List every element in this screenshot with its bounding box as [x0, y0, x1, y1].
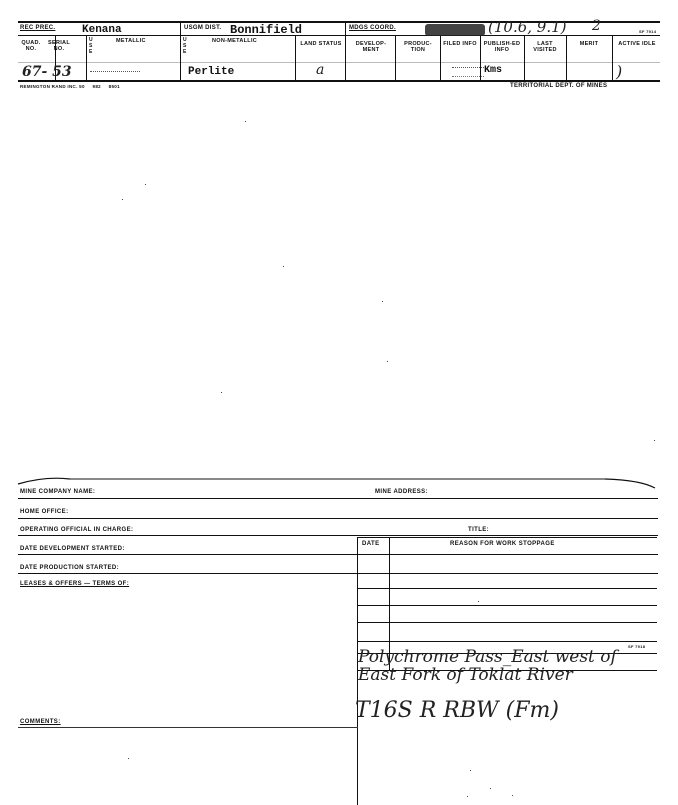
production-header: PRODUC-TION	[404, 41, 432, 53]
scan-speck	[478, 601, 479, 602]
scan-speck	[283, 266, 284, 267]
serial-no-header: SERIAL NO.	[48, 40, 70, 52]
card-mark: 2	[592, 18, 601, 34]
handwritten-note-line2: East Fork of Toklat River	[358, 665, 573, 685]
scan-speck	[654, 440, 655, 441]
card-sep	[566, 36, 567, 81]
rule-date-development	[18, 554, 658, 555]
metallic-use-letters: U S E	[89, 37, 93, 55]
mdgs-coord-scribble	[425, 24, 485, 36]
card-bottom-rule	[18, 80, 660, 82]
rule-mine-company	[18, 498, 658, 499]
home-office-label: HOME OFFICE:	[20, 509, 69, 515]
form-number-top: SF 7914	[639, 29, 657, 34]
card-sep	[295, 36, 296, 81]
reason-row-rule	[357, 605, 657, 606]
nonmetallic-use-letters: U S E	[183, 37, 187, 55]
development-header: DEVELOP-MENT	[355, 41, 387, 53]
scan-speck	[382, 301, 383, 302]
handwritten-note-line3: T16S R RBW (Fm)	[355, 698, 559, 723]
metallic-scribble	[90, 71, 140, 74]
rule-home-office	[18, 518, 658, 519]
metallic-header: METALLIC	[116, 38, 146, 44]
card-sep	[440, 36, 441, 81]
scan-speck	[245, 121, 246, 122]
published-info-header: PUBLISH-ED INFO	[483, 41, 521, 53]
rule-comments	[18, 727, 358, 728]
card-sep	[612, 36, 613, 81]
land-status-value: a	[316, 62, 325, 78]
mine-info-form	[0, 470, 678, 805]
filed-info-header: FILED INFO	[443, 41, 477, 47]
date-development-label: DATE DEVELOPMENT STARTED:	[20, 546, 125, 552]
scan-speck	[470, 770, 471, 771]
card-sep	[345, 21, 346, 81]
land-status-header: LAND STATUS	[300, 41, 342, 47]
rule-operating-official	[18, 535, 658, 536]
form-top-curve	[0, 470, 678, 490]
scan-speck	[490, 788, 491, 789]
date-production-label: DATE PRODUCTION STARTED:	[20, 565, 120, 571]
rec-prec-label: REC PREC.	[20, 25, 56, 31]
comments-label: COMMENTS:	[20, 719, 61, 725]
title-label: TITLE:	[468, 527, 490, 533]
quad-no-header: QUAD. NO.	[21, 40, 41, 52]
location-card	[0, 0, 678, 92]
scan-speck	[128, 758, 129, 759]
leases-offers-label: LEASES & OFFERS — TERMS OF:	[20, 581, 130, 587]
rule-date-production	[18, 573, 658, 574]
form-number-bottom: SF 7918	[628, 644, 646, 649]
operating-official-label: OPERATING OFFICIAL IN CHARGE:	[20, 527, 134, 533]
card-sep	[395, 36, 396, 81]
card-value-rule	[18, 62, 660, 63]
card-sep	[524, 36, 525, 81]
nonmetallic-value: Perlite	[188, 66, 235, 78]
scan-speck	[221, 392, 222, 393]
quad-serial-value: 67- 53	[22, 64, 72, 80]
nonmetallic-header: NON-METALLIC	[212, 38, 258, 44]
mine-company-name-label: MINE COMPANY NAME:	[20, 489, 96, 495]
active-idle-mark: )	[616, 62, 623, 81]
scan-speck	[145, 184, 146, 185]
reason-row-rule	[357, 588, 657, 589]
territorial-dept-label: TERRITORIAL DEPT. OF MINES	[510, 83, 608, 89]
reason-column-header: REASON FOR WORK STOPPAGE	[450, 541, 555, 547]
printer-imprint: REMINGTON RAND INC. 50 982 8501	[20, 84, 120, 89]
scan-speck	[512, 795, 513, 796]
mine-address-label: MINE ADDRESS:	[375, 489, 428, 495]
filed-info-scribble	[452, 67, 484, 77]
rec-prec-value: Kenana	[82, 24, 122, 36]
merit-header: MERIT	[579, 41, 599, 47]
rule-reason-header	[357, 537, 657, 538]
filed-info-value: Kms	[484, 65, 503, 76]
card-sep	[86, 36, 87, 81]
mdgs-coord-label: MDGS COORD.	[349, 25, 396, 31]
scan-speck	[122, 199, 123, 200]
reason-row-rule	[357, 641, 657, 642]
scan-speck	[467, 796, 468, 797]
date-column-header: DATE	[362, 541, 380, 547]
mdgs-coord-value: (10.6, 9.1)	[488, 18, 567, 36]
active-idle-header: ACTIVE IDLE	[618, 41, 656, 47]
handwritten-note-line1: Polychrome Pass_East west of	[358, 647, 617, 667]
last-visited-header: LAST VISITED	[533, 41, 557, 53]
reason-row-rule	[357, 622, 657, 623]
usgm-dist-label: USGM DIST.	[184, 25, 222, 31]
card-sep	[180, 21, 181, 81]
scan-speck	[387, 361, 388, 362]
usgm-dist-value: Bonnifield	[230, 23, 303, 37]
